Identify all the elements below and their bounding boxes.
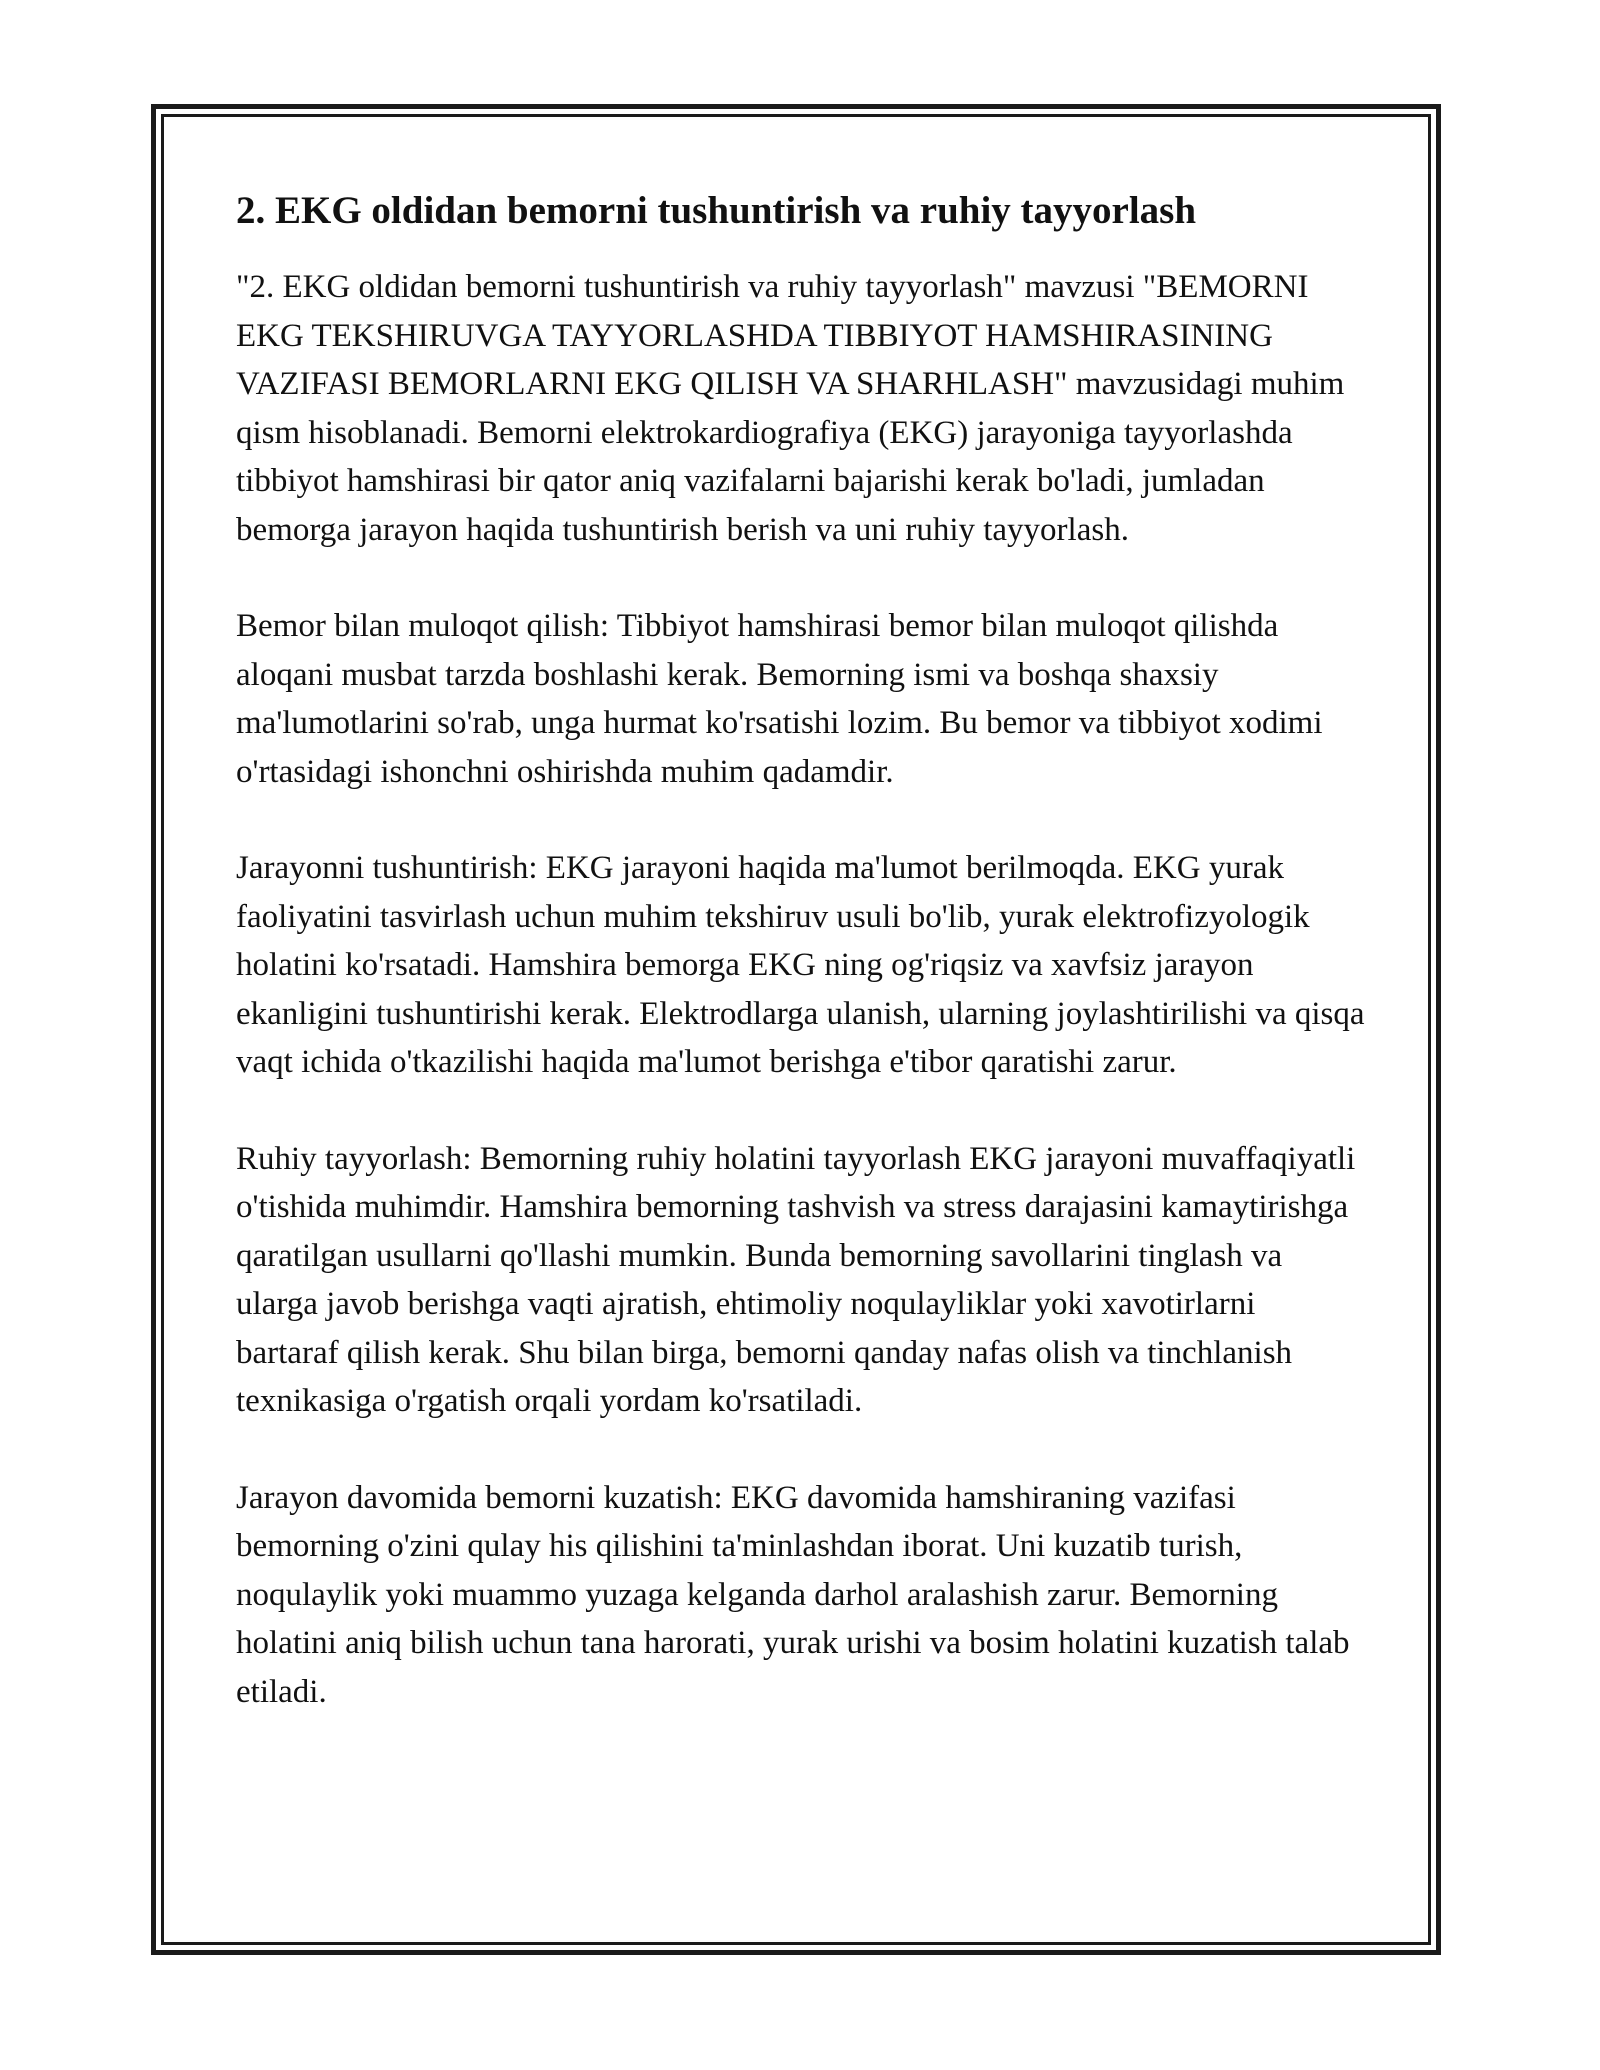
section-heading: 2. EKG oldidan bemorni tushuntirish va ruhiy tayyorlash — [236, 189, 1197, 232]
paragraph-monitoring: Jarayon davomida bemorni kuzatish: EKG davomida hamshiraning vazifasi bemorning o'zini qulay his qilishini ta'minlashdan iborat. Uni kuzatib turish, noqulaylik yoki muammo yuzaga kelganda darhol aralashish zarur. Bemorning holatini aniq bilish uchun tana harorati, yurak urishi va bosim holatini kuzatish talab etiladi. — [236, 1479, 1350, 1710]
paragraph-intro: "2. EKG oldidan bemorni tushuntirish va ruhiy tayyorlash" mavzusi "BEMORNI EKG TEKSHIRUVGA TAYYORLASHDA TIBBIYOT HAMSHIRASINING VAZIFASI BEMORLARNI EKG QILISH VA SHARHLASH" mavzusidagi muhim qism hisoblanadi. Bemorni elektrokardiografiya (EKG) jarayoniga tayyorlashda tibbiyot hamshirasi bir qator aniq vazifalarni bajarishi kerak bo'ladi, jumladan bemorga jarayon haqida tushuntirish berish va uni ruhiy tayyorlash. — [236, 269, 1345, 548]
document-body — [236, 185, 1366, 1716]
paragraph-communication: Bemor bilan muloqot qilish: Tibbiyot hamshirasi bemor bilan muloqot qilishda aloqani musbat tarzda boshlashi kerak. Bemorning ismi va boshqa shaxsiy ma'lumotlarini so'rab, unga hurmat ko'rsatishi lozim. Bu bemor va tibbiyot xodimi o'rtasidagi ishonchni oshirishda muhim qadamdir. — [236, 608, 1323, 790]
paragraph-psychological-preparation: Ruhiy tayyorlash: Bemorning ruhiy holatini tayyorlash EKG jarayoni muvaffaqiyatli o'tishida muhimdir. Hamshira bemorning tashvish va stress darajasini kamaytirishga qaratilgan usullarni qo'llashi mumkin. Bunda bemorning savollarini tinglash va ularga javob berishga vaqti ajratish, ehtimoliy noqulayliklar yoki xavotirlarni bartaraf qilish kerak. Shu bilan birga, bemorni qanday nafas olish va tinchlanish texnikasiga o'rgatish orqali yordam ko'rsatiladi. — [236, 1140, 1356, 1419]
paragraph-explanation: Jarayonni tushuntirish: EKG jarayoni haqida ma'lumot berilmoqda. EKG yurak faoliyatini tasvirlash uchun muhim tekshiruv usuli bo'lib, yurak elektrofizyologik holatini ko'rsatadi. Hamshira bemorga EKG ning og'riqsiz va xavfsiz jarayon ekanligini tushuntirishi kerak. Elektrodlarga ulanish, ularning joylashtirilishi va qisqa vaqt ichida o'tkazilishi haqida ma'lumot berishga e'tibor qaratishi zarur. — [236, 850, 1365, 1080]
